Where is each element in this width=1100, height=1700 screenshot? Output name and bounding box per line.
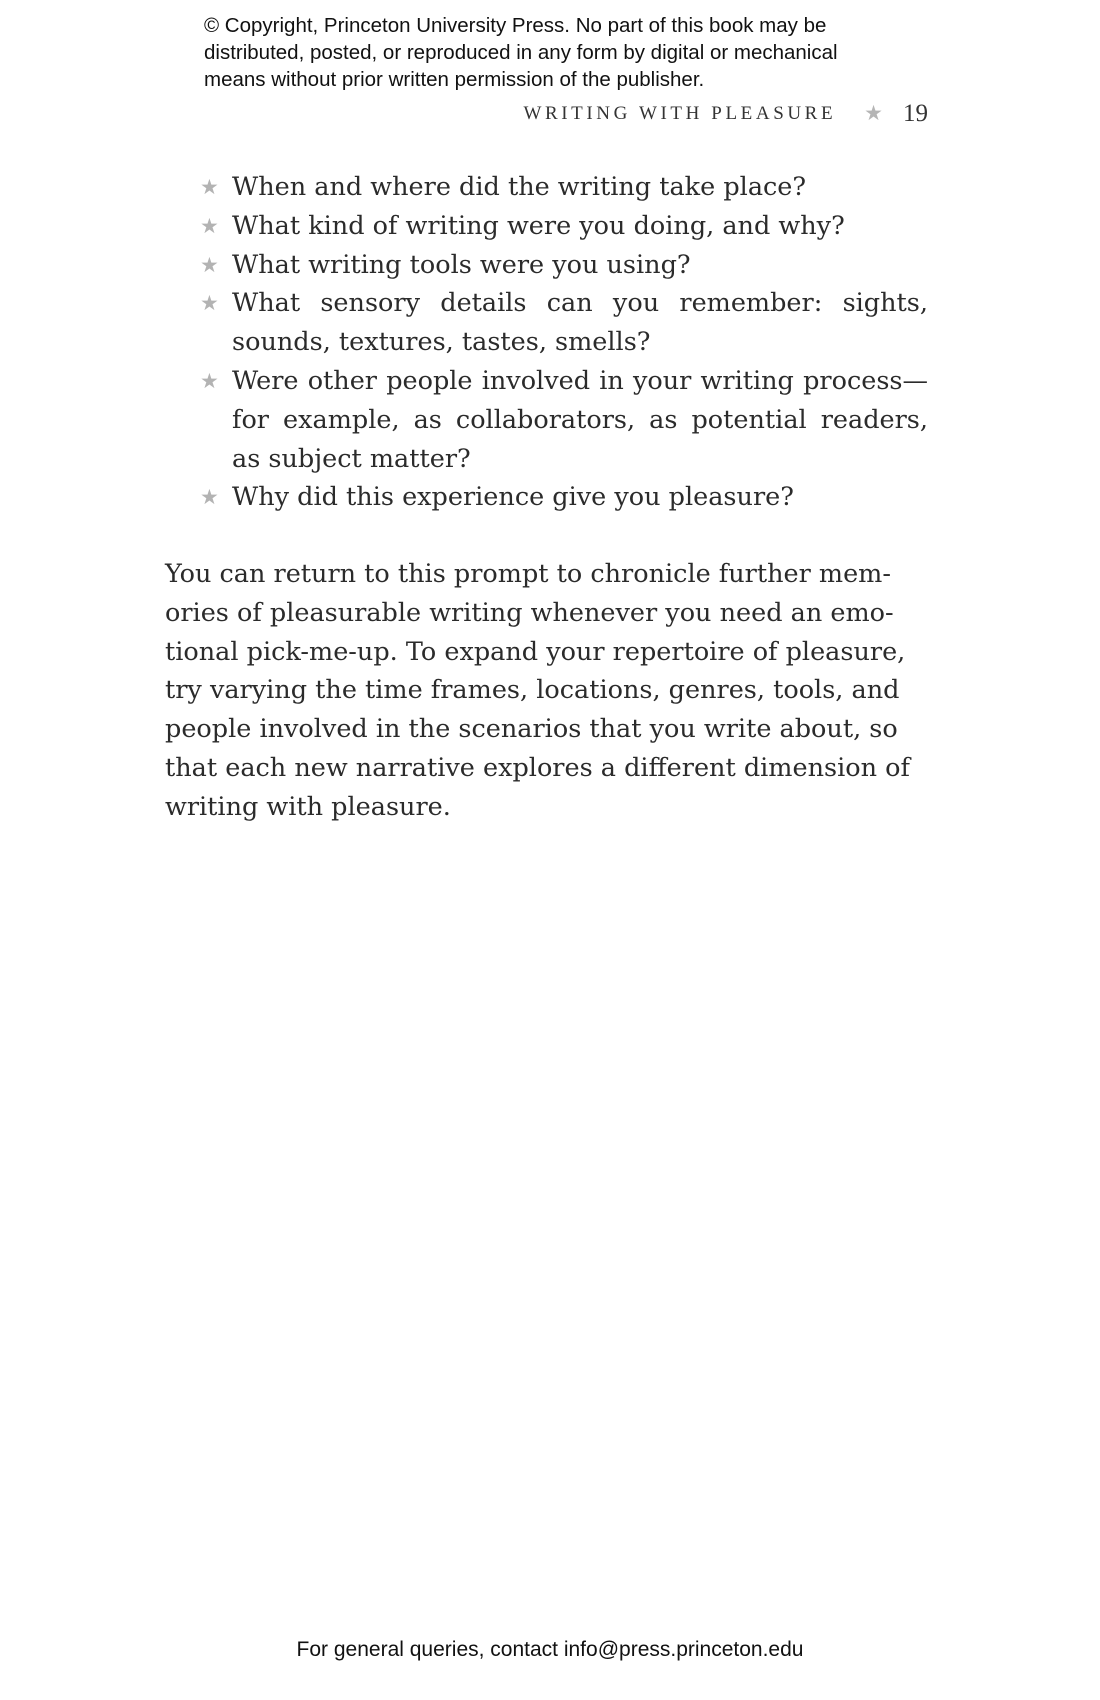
paragraph-line: try varying the time frames, locations, genres, tools, and — [165, 675, 900, 706]
copyright-line: © Copyright, Princeton University Press. No part of this book may be — [204, 14, 827, 37]
star-icon: ★ — [200, 213, 219, 238]
copyright-notice — [204, 12, 924, 93]
star-icon: ★ — [200, 368, 219, 393]
paragraph-line: writing with pleasure. — [165, 791, 451, 822]
prompt-question-list — [200, 168, 928, 517]
running-head — [300, 100, 928, 128]
star-icon: ★ — [200, 252, 219, 277]
list-item-text: Were other people involved in your writing process—for example, as collaborators, as potential readers, as subject matter? — [232, 365, 928, 474]
list-item-text: What writing tools were you using? — [232, 249, 691, 280]
star-icon: ★ — [200, 175, 219, 199]
paragraph-line: ories of pleasurable writing whenever you need an emo- — [165, 597, 894, 628]
copyright-line: means without prior written permission of the publisher. — [204, 68, 705, 91]
star-icon: ★ — [200, 485, 219, 510]
list-item — [200, 284, 928, 362]
list-item — [200, 207, 928, 246]
copyright-line: distributed, posted, or reproduced in any form by digital or mechanical — [204, 41, 838, 64]
paragraph-line: people involved in the scenarios that you write about, so — [165, 714, 898, 745]
running-head-title: WRITING WITH PLEASURE — [523, 103, 837, 124]
list-item-text: What kind of writing were you doing, and why? — [232, 210, 845, 241]
list-item — [200, 478, 928, 517]
list-item — [200, 246, 928, 285]
list-item — [200, 168, 928, 207]
list-item-text: When and where did the writing take place? — [232, 172, 807, 202]
footer-contact: For general queries, contact info@press.princeton.edu — [296, 1638, 804, 1661]
paragraph-line: You can return to this prompt to chronicle further mem- — [165, 559, 891, 589]
list-item-text: What sensory details can you remember: sights, sounds, textures, tastes, smells? — [232, 288, 928, 358]
page-number: 19 — [903, 100, 928, 127]
body-paragraph — [165, 555, 928, 827]
star-icon: ★ — [200, 291, 219, 316]
list-item-text: Why did this experience give you pleasure? — [232, 482, 794, 513]
paragraph-line: that each new narrative explores a different dimension of — [165, 752, 910, 783]
paragraph-line: tional pick-me-up. To expand your repertoire of pleasure, — [165, 636, 906, 667]
star-icon: ★ — [864, 100, 883, 125]
list-item — [200, 362, 928, 478]
